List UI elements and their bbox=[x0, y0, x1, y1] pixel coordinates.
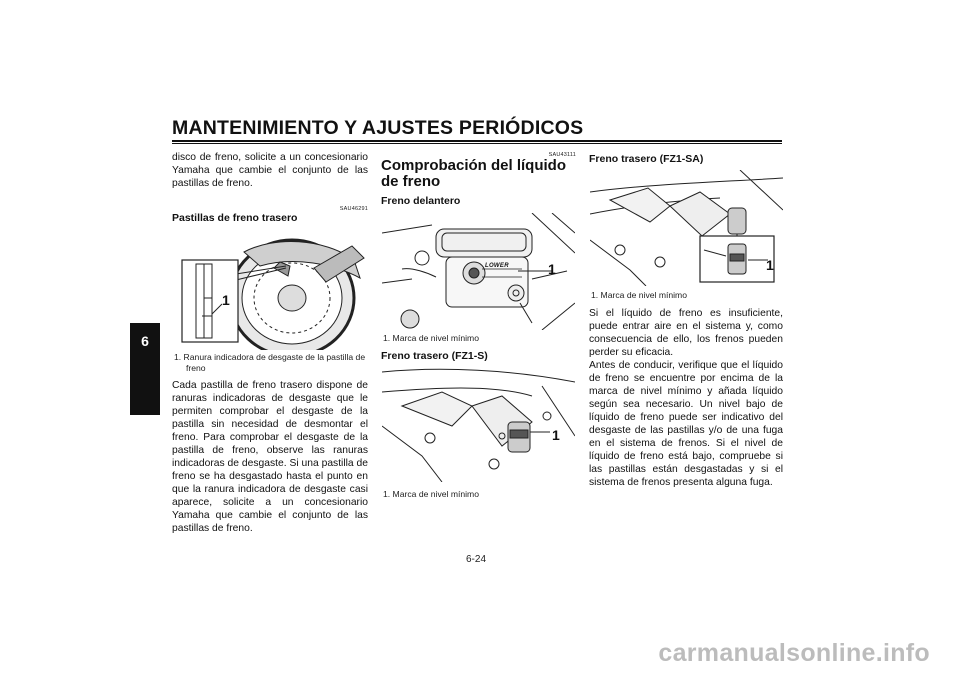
col1-body-text: Cada pastilla de freno trasero dispone de ranuras indicadoras de desgaste que le permiten comprobar el desgaste de la pastilla sin necesidad de desmontar el freno. Para comprobar el desgaste de la pastilla de freno, observe las ranuras indicadoras de desgaste. Si una pastilla de freno se ha desgastado hasta el punto en que la ranura indicadora de desgaste casi aparece, solicite a un concesionario Yamaha que cambie el conjunto de las pastillas de freno. bbox=[172, 380, 368, 534]
rear-fz1sa-callout: 1 bbox=[766, 257, 774, 273]
lower-mark-label: LOWER bbox=[485, 263, 509, 269]
page-title: MANTENIMIENTO Y AJUSTES PERIÓDICOS bbox=[172, 117, 584, 139]
col2-heading: Comprobación del líquido de freno bbox=[381, 157, 566, 190]
front-brake-reservoir-figure bbox=[382, 213, 575, 330]
rear-reservoir-fz1sa-illustration bbox=[590, 170, 783, 286]
col3-body bbox=[589, 307, 783, 489]
rear-reservoir-fz1s-figure bbox=[382, 366, 575, 482]
col2-caption2: 1. Marca de nivel mínimo bbox=[383, 489, 479, 499]
rear-brake-pad-illustration bbox=[174, 238, 367, 350]
col3-caption: 1. Marca de nivel mínimo bbox=[591, 290, 687, 300]
rear-brake-pad-figure bbox=[174, 238, 367, 350]
rear-reservoir-fz1sa-figure bbox=[590, 170, 783, 286]
col1-section-code: SAU46291 bbox=[339, 206, 368, 212]
rear-reservoir-fz1s-illustration bbox=[382, 366, 575, 482]
header-rule-thin bbox=[172, 143, 782, 144]
col2-sub1: Freno delantero bbox=[381, 195, 461, 207]
page-number: 6-24 bbox=[466, 554, 487, 565]
front-brake-reservoir-illustration bbox=[382, 213, 575, 330]
col2-section-code: SAU43111 bbox=[548, 152, 576, 158]
col3-para2: Antes de conducir, verifique que el líquido de freno se encuentre por encima de la marca de nivel mínimo y añada líquido según sea necesario. Un nivel bajo de líquido de freno puede ser indicativo del desgaste de las pastillas y/o de una fuga en el sistema de frenos. Si el nivel de líquido de freno está bajo, compruebe si las pastillas están desgastadas y si el sistema de frenos presenta alguna fuga. bbox=[589, 360, 783, 488]
col1-intro-text: disco de freno, solicite a un concesionario Yamaha que cambie el conjunto de las pastillas de freno. bbox=[172, 152, 368, 189]
col3-para1: Si el líquido de freno es insuficiente, puede entrar aire en el sistema y, como consecuencia de ello, los frenos pueden perder su eficacia. bbox=[589, 308, 783, 358]
col1-body bbox=[172, 379, 368, 535]
col1-heading: Pastillas de freno trasero bbox=[172, 212, 298, 224]
col2-sub2: Freno trasero (FZ1-S) bbox=[381, 350, 488, 362]
chapter-tab: 6 bbox=[130, 323, 160, 415]
watermark: carmanualsonline.info bbox=[658, 639, 930, 667]
front-reservoir-callout: 1 bbox=[548, 261, 556, 277]
rear-fz1s-callout: 1 bbox=[552, 427, 560, 443]
rear-brake-pad-callout: 1 bbox=[222, 292, 230, 308]
col2-caption1: 1. Marca de nivel mínimo bbox=[383, 333, 479, 343]
col3-sub: Freno trasero (FZ1-SA) bbox=[589, 153, 704, 165]
header-rule bbox=[172, 140, 782, 142]
col1-caption: 1. Ranura indicadora de desgaste de la pastilla de freno bbox=[174, 352, 366, 373]
col1-intro bbox=[172, 151, 368, 190]
